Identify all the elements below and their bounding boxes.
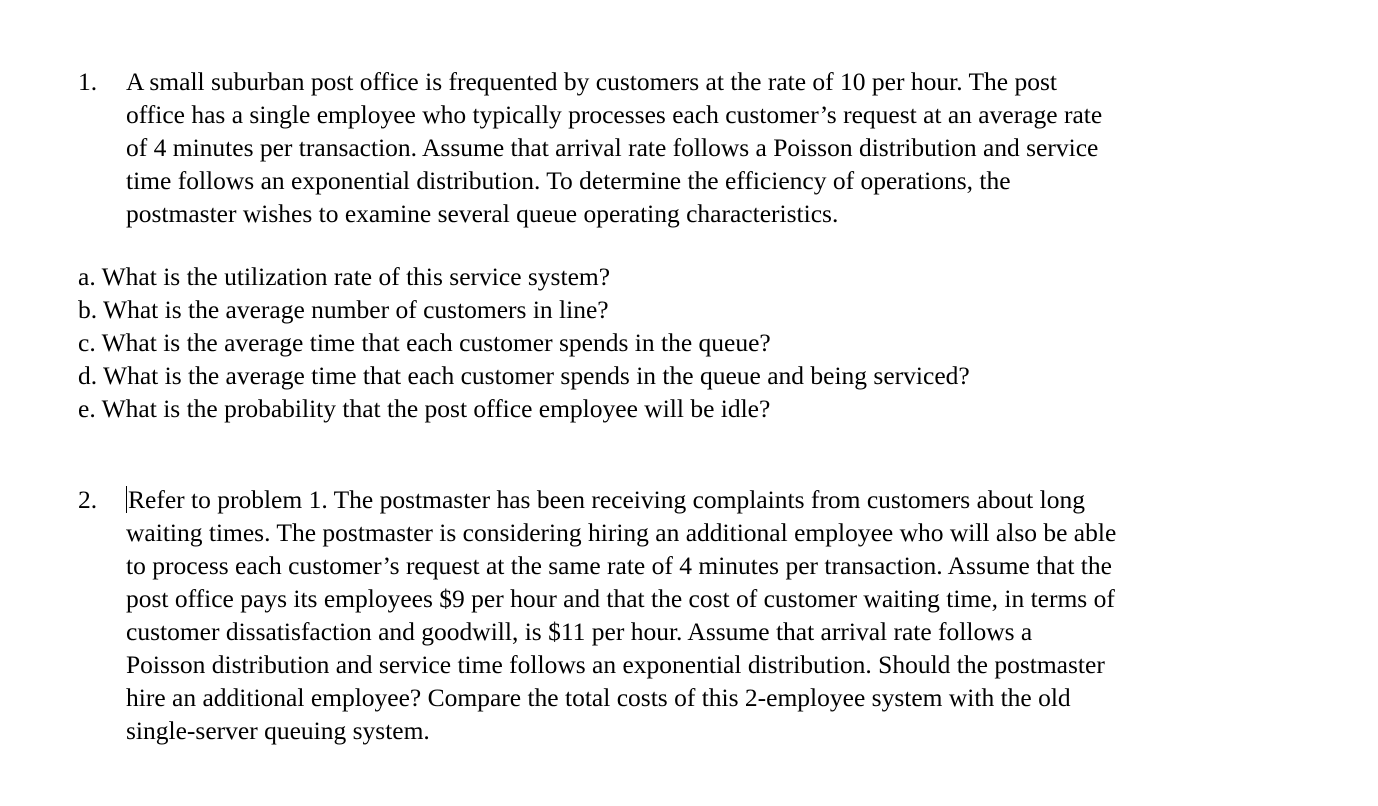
problem-2-line-text: Refer to problem 1. The postmaster has been receiving complaints from customers about long <box>128 485 1085 514</box>
problem-1-line: office has a single employee who typically processes each customer’s request at an average rate <box>126 100 1103 129</box>
subquestion-b: b. What is the average number of customers in line? <box>78 295 609 324</box>
problem-2-number: 2. <box>78 485 98 514</box>
problem-1-line: time follows an exponential distribution. To determine the efficiency of operations, the <box>126 166 1011 195</box>
problem-1-line: of 4 minutes per transaction. Assume that arrival rate follows a Poisson distribution and service <box>126 133 1099 162</box>
problem-2-line: post office pays its employees $9 per hour and that the cost of customer waiting time, in terms of <box>126 584 1115 613</box>
subquestion-e: e. What is the probability that the post office employee will be idle? <box>78 394 771 423</box>
problem-1-text <box>126 65 1268 230</box>
problem-1 <box>78 65 1268 230</box>
subquestion-d: d. What is the average time that each customer spends in the queue and being serviced? <box>78 361 970 390</box>
problem-2-line: customer dissatisfaction and goodwill, is $11 per hour. Assume that arrival rate follows a <box>126 617 1033 646</box>
problem-2-line: Poisson distribution and service time follows an exponential distribution. Should the postmaster <box>126 650 1105 679</box>
problem-2-text[interactable] <box>126 483 1268 747</box>
problem-2 <box>78 483 1268 747</box>
subquestion-c: c. What is the average time that each customer spends in the queue? <box>78 328 771 357</box>
problem-2-line: waiting times. The postmaster is considering hiring an additional employee who will also be able <box>126 518 1117 547</box>
subquestion-a: a. What is the utilization rate of this service system? <box>78 262 611 291</box>
problem-1-number: 1. <box>78 67 98 96</box>
problem-2-line: single-server queuing system. <box>126 716 430 745</box>
problem-2-line: to process each customer’s request at the same rate of 4 minutes per transaction. Assume that the <box>126 551 1112 580</box>
subquestion-list <box>78 260 970 425</box>
problem-1-line: postmaster wishes to examine several queue operating characteristics. <box>126 199 839 228</box>
problem-2-line-first <box>126 483 1268 516</box>
text-cursor <box>126 486 127 513</box>
problem-2-line: hire an additional employee? Compare the total costs of this 2-employee system with the old <box>126 683 1071 712</box>
problem-1-line: A small suburban post office is frequented by customers at the rate of 10 per hour. The post <box>126 67 1058 96</box>
